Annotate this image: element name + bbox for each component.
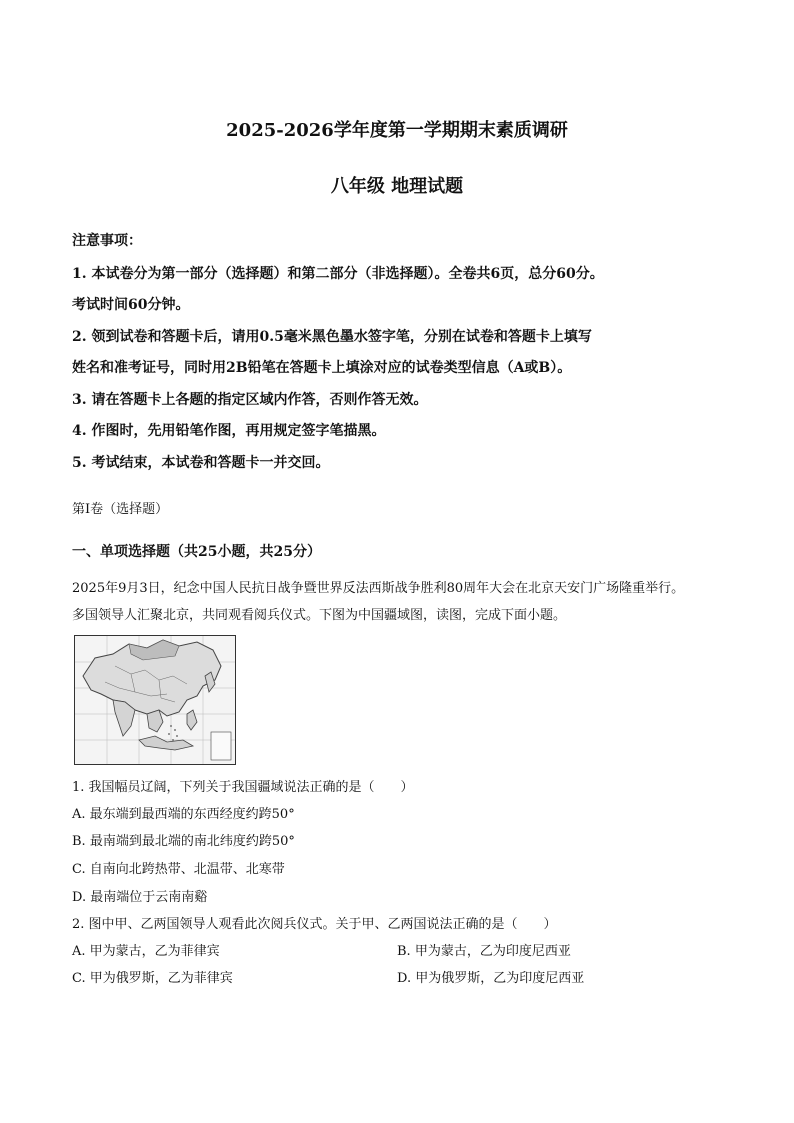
notice-item: 4. 作图时，先用铅笔作图，再用规定签字笔描黑。 — [72, 423, 386, 439]
page-title: 2025-2026学年度第一学期期末素质调研 — [226, 120, 568, 141]
option-d[interactable]: D. 甲为俄罗斯，乙为印度尼西亚 — [397, 971, 585, 986]
section-intro: 多国领导人汇聚北京，共同观看阅兵仪式。下图为中国疆域图，读图，完成下面小题。 — [72, 608, 567, 623]
option-c[interactable]: C. 自南向北跨热带、北温带、北寒带 — [72, 862, 285, 877]
option-a[interactable]: A. 最东端到最西端的东西经度约跨50° — [72, 807, 295, 822]
notice-item: 姓名和准考证号，同时用2B铅笔在答题卡上填涂对应的试卷类型信息（A或B）。 — [72, 360, 572, 376]
page-subtitle: 八年级 地理试题 — [330, 176, 464, 197]
notice-item: 1. 本试卷分为第一部分（选择题）和第二部分（非选择题）。全卷共6页，总分60分。 — [72, 266, 604, 282]
section-intro: 2025年9月3日，纪念中国人民抗日战争暨世界反法西斯战争胜利80周年大会在北京天安门广场隆重举行。 — [72, 581, 685, 596]
section-heading: 一、单项选择题（共25小题，共25分） — [72, 544, 321, 560]
option-b[interactable]: B. 最南端到最北端的南北纬度约跨50° — [72, 834, 295, 849]
notice-heading: 注意事项： — [72, 233, 142, 249]
part-label: 第Ⅰ卷（选择题） — [72, 502, 169, 517]
notice-item: 5. 考试结束，本试卷和答题卡一并交回。 — [72, 455, 330, 471]
option-c[interactable]: C. 甲为俄罗斯，乙为菲律宾 — [72, 971, 233, 986]
option-b[interactable]: B. 甲为蒙古，乙为印度尼西亚 — [397, 944, 571, 959]
option-a[interactable]: A. 甲为蒙古，乙为菲律宾 — [72, 944, 220, 959]
question-stem: 1. 我国幅员辽阔，下列关于我国疆域说法正确的是（ ） — [72, 780, 414, 795]
china-territory-map-icon — [75, 636, 235, 764]
notice-item: 3. 请在答题卡上各题的指定区域内作答，否则作答无效。 — [72, 392, 428, 408]
china-territory-map-figure — [74, 635, 236, 765]
option-d[interactable]: D. 最南端位于云南南谿 — [72, 890, 208, 905]
question-stem: 2. 图中甲、乙两国领导人观看此次阅兵仪式。关于甲、乙两国说法正确的是（ ） — [72, 917, 557, 932]
notice-item: 2. 领到试卷和答题卡后，请用0.5毫米黑色墨水签字笔，分别在试卷和答题卡上填写 — [72, 329, 592, 345]
notice-item: 考试时间60分钟。 — [72, 297, 190, 313]
